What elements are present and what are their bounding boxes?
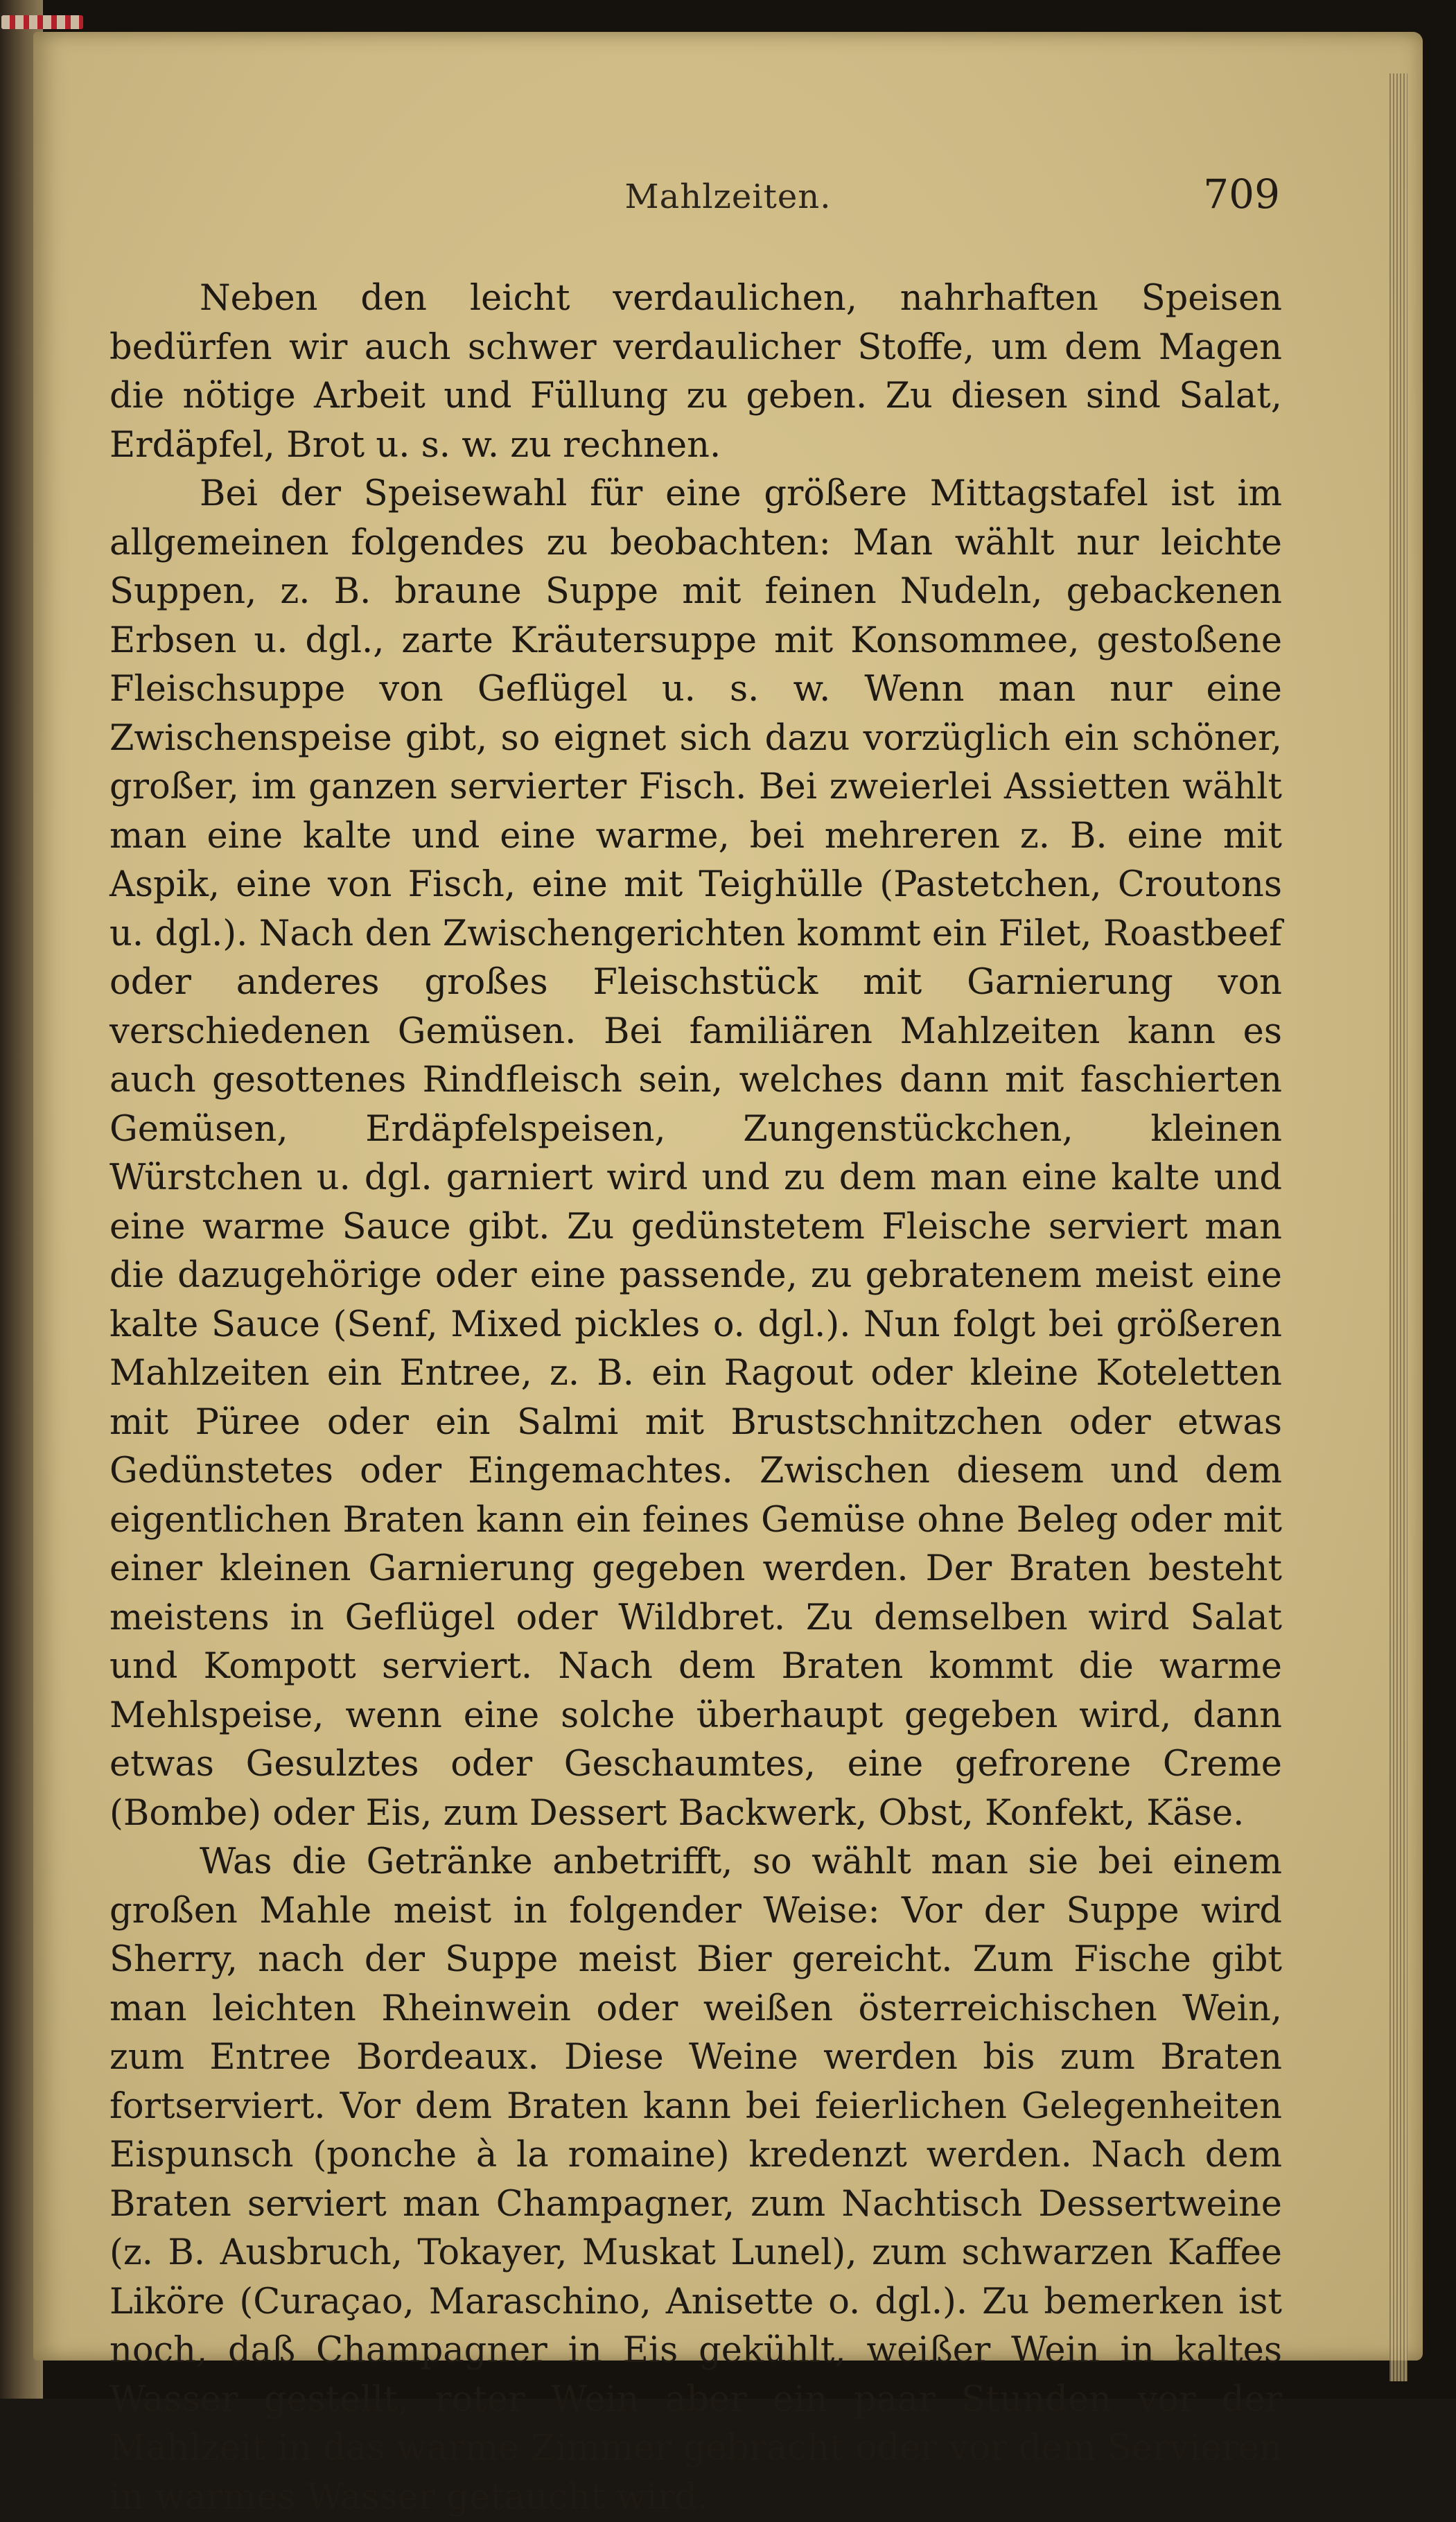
page-stack-edge xyxy=(1389,73,1407,2381)
running-head: Mahlzeiten. xyxy=(624,177,832,216)
page xyxy=(33,32,1423,2518)
paragraph-beverages: Was die Getränke anbetrifft, so wählt man sie bei einem großen Mahle meist in folgender Weise: Vor der Suppe wird Sherry, nach der Suppe meist Bier gereicht. Zum Fische gibt man leichten Rheinwein oder weißen österreichischen Wein, zum Entree Bordeaux. Diese Weine werden bis zum Braten fortserviert. Vor dem Braten kann bei feierlichen Gelegenheiten Eispunsch (ponche à la romaine) kredenzt werden. Nach dem Braten serviert man Champagner, zum Nachtisch Dessertweine (z. B. Ausbruch, Tokayer, Muskat Lunel), zum schwarzen Kaffee Liköre (Curaçao, Maraschino, Anisette o. dgl.). Zu bemerken ist noch, daß Champagner in Eis gekühlt, weißer Wein in kaltes Wasser gestellt, roter Wein aber ein paar Stunden vor der Mahlzeit in das warme Zimmer gebracht oder vor dem Servieren in warmes Wasser getaucht wird. xyxy=(109,1841,1282,2518)
bookmark-ribbon xyxy=(1,15,83,29)
page-number: 709 xyxy=(1203,170,1280,218)
paragraph-menu-selection: Bei der Speisewahl für eine größere Mittagstafel ist im allgemeinen folgendes zu beobachten: Man wählt nur leichte Suppen, z. B. braune Suppe mit feinen Nudeln, gebackenen Erbsen u. dgl., zarte Kräutersuppe mit Konsommee, gestoßene Fleischsuppe von Geflügel u. s. w. Wenn man nur eine Zwischenspeise gibt, so eignet sich dazu vorzüglich ein schöner, großer, im ganzen servierter Fisch. Bei zweierlei Assietten wählt man eine kalte und eine warme, bei mehreren z. B. eine mit Aspik, eine von Fisch, eine mit Teighülle (Pastetchen, Croutons u. dgl.). Nach den Zwischengerichten kommt ein Filet, Roastbeef oder anderes großes Fleischstück mit Garnierung von verschiedenen Gemüsen. Bei familiären Mahlzeiten kann es auch gesottenes Rindfleisch sein, welches dann mit faschierten Gemüsen, Erdäpfelspeisen, Zungenstückchen, kleinen Würstchen u. dgl. garniert wird und zu dem man eine kalte und eine warme Sauce gibt. Zu gedünstetem Fleische serviert man die dazugehörige oder eine passende, zu gebratenem meist eine kalte Sauce (Senf, Mixed pickles o. dgl.). Nun folgt bei größeren Mahlzeiten ein Entree, z. B. ein Ragout oder kleine Koteletten mit Püree oder ein Salmi mit Brustschnitzchen oder etwas Gedünstetes oder Eingemachtes. Zwischen diesem und dem eigentlichen Braten kann ein feines Gemüse ohne Beleg oder mit einer kleinen Garnierung gegeben werden. Der Braten besteht meistens in Geflügel oder Wildbret. Zu demselben wird Salat und Kompott serviert. Nach dem Braten kommt die warme Mehlspeise, wenn eine solche überhaupt gegeben wird, dann etwas Gesulztes oder Geschaumtes, eine gefrorene Creme (Bombe) oder Eis, zum Dessert Backwerk, Obst, Konfekt, Käse. xyxy=(109,473,1282,1834)
body-text xyxy=(109,274,1282,2522)
paragraph-digestibility: Neben den leicht verdaulichen, nahrhaften Speisen bedürfen wir auch schwer verdaulicher Stoffe, um dem Magen die nötige Arbeit und Füllung zu geben. Zu diesen sind Salat, Erdäpfel, Brot u. s. w. zu rechnen. xyxy=(109,278,1282,466)
